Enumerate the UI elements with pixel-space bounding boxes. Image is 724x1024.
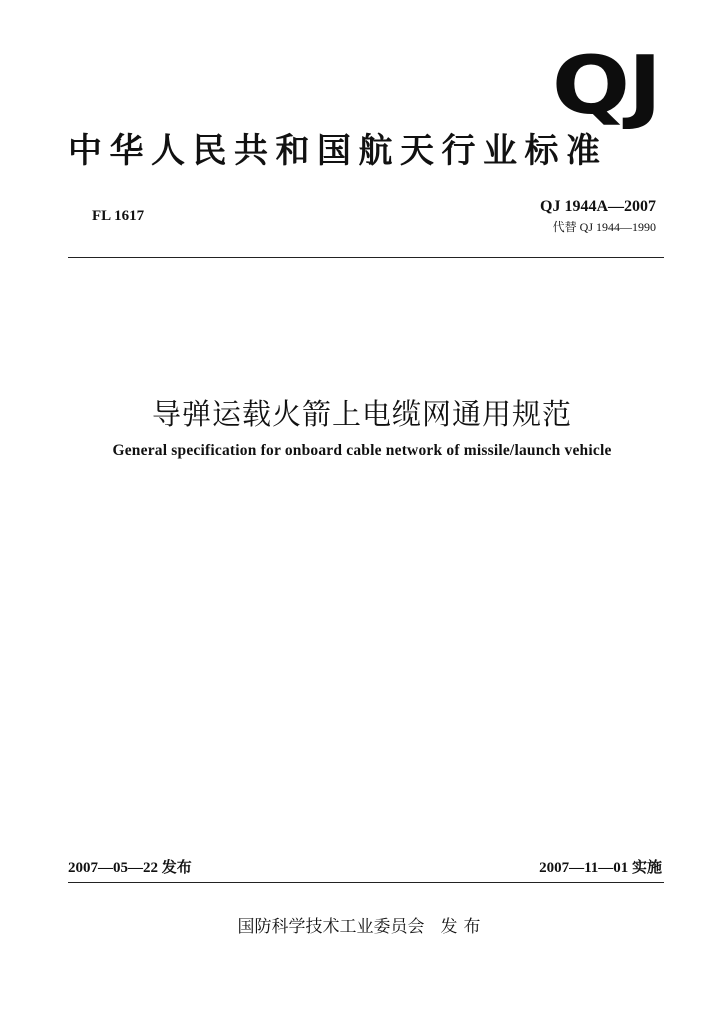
standard-number-block bbox=[540, 196, 656, 236]
classification-code: FL 1617 bbox=[92, 208, 145, 224]
qj-logo: QJ bbox=[552, 39, 660, 132]
publisher-name: 国防科学技术工业委员会 bbox=[237, 917, 425, 937]
publisher-line bbox=[0, 912, 724, 937]
document-title-chinese: 导弹运载火箭上电缆网通用规范 bbox=[151, 397, 572, 431]
standard-number: QJ 1944A—2007 bbox=[540, 198, 656, 215]
document-title-english: General specification for onboard cable network of missile/launch vehicle bbox=[112, 442, 612, 459]
issue-date: 2007—05—22 发布 bbox=[68, 860, 192, 876]
org-title: 中华人民共和国航天行业标准 bbox=[68, 131, 608, 171]
implementation-date: 2007—11—01 实施 bbox=[539, 860, 662, 876]
bottom-divider bbox=[68, 882, 664, 883]
replaces-standard: 代替 QJ 1944—1990 bbox=[552, 220, 656, 234]
publish-verb: 发布 bbox=[440, 917, 487, 937]
top-divider bbox=[68, 257, 664, 258]
